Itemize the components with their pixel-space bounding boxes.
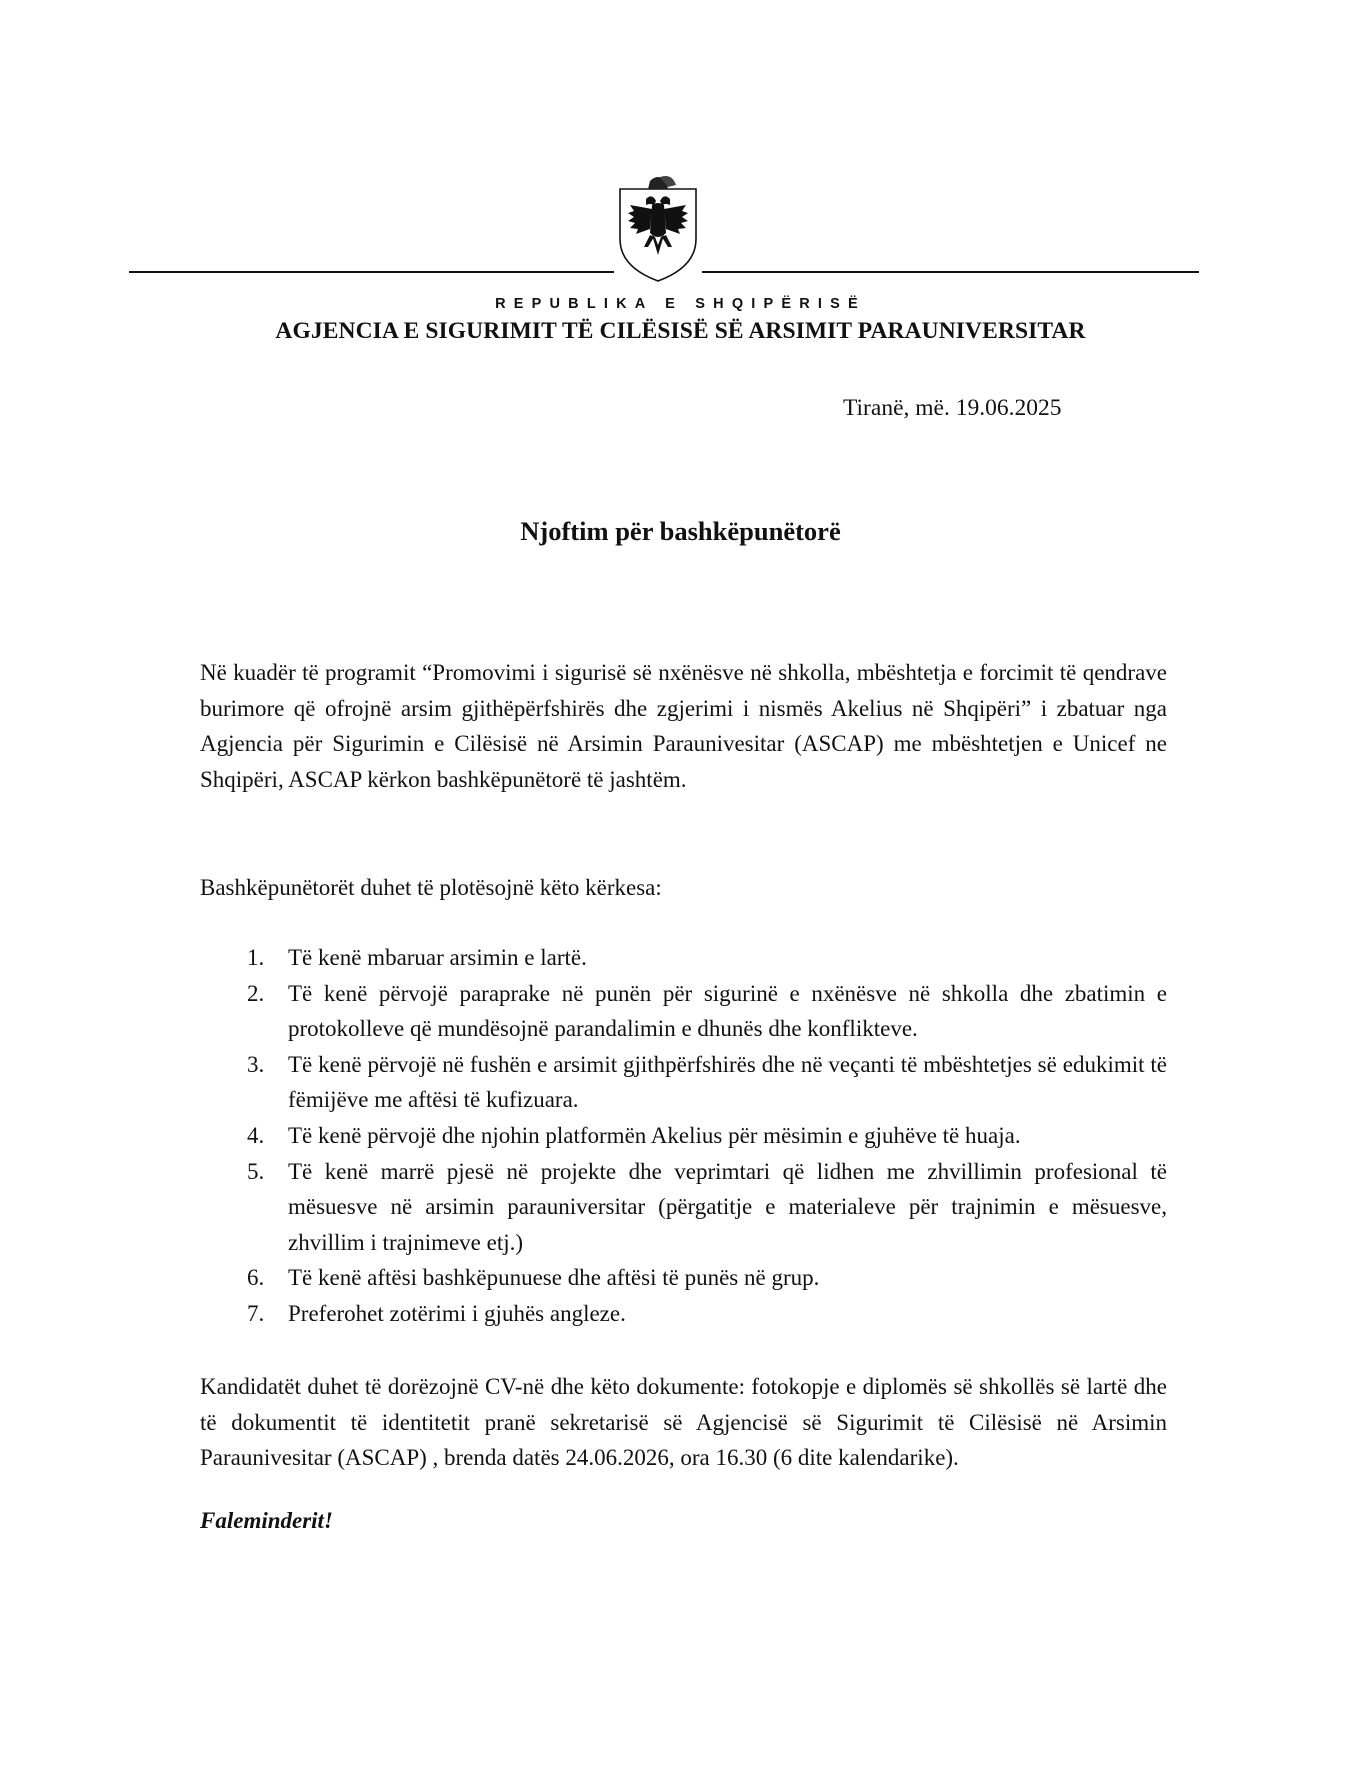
list-item bbox=[200, 1260, 1167, 1296]
header-rule-left bbox=[129, 271, 614, 273]
list-item-number: 2. bbox=[247, 980, 265, 1006]
coat-of-arms-icon bbox=[616, 175, 700, 285]
closing-paragraph: Kandidatët duhet të dorëzojnë CV-në dhe këto dokumente: fotokopje e diplomës së shkollës së lartë dhe të dokumentit të identitetit pranë sekretarisë së Agjencisë së Sigurimit të Cilësisë në Arsimin Paraunivesitar (ASCAP) , brenda datës 24.06.2026, ora 16.30 (6 dite kalendarike). bbox=[200, 1374, 1167, 1471]
requirements-intro: Bashkëpunëtorët duhet të plotësojnë këto kërkesa: bbox=[200, 875, 662, 900]
list-item-number: 1. bbox=[247, 945, 265, 970]
agency-name: AGJENCIA E SIGURIMIT TË CILËSISË SË ARSIMIT PARAUNIVERSITAR bbox=[275, 318, 1086, 344]
list-item bbox=[200, 1118, 1167, 1154]
list-item-number: 6. bbox=[247, 1265, 265, 1291]
list-item bbox=[200, 1154, 1167, 1261]
signoff: Faleminderit! bbox=[200, 1508, 333, 1533]
list-item bbox=[200, 1047, 1167, 1118]
list-item-number: 5. bbox=[247, 1158, 265, 1184]
list-item-number: 7. bbox=[247, 1300, 265, 1326]
list-item-text: Preferohet zotërimi i gjuhës angleze. bbox=[288, 1300, 626, 1326]
list-item-text: Të kenë marrë pjesë në projekte dhe veprimtari që lidhen me zhvillimin profesional të mësuesve në arsimin parauniversitar (përgatitje e materialeve për trajnimin e mësuesve, zhvillim i trajnimeve etj.) bbox=[288, 1158, 1167, 1255]
date-line: Tiranë, më. 19.06.2025 bbox=[843, 395, 1062, 421]
list-item-text: Të kenë aftësi bashkëpunuese dhe aftësi të punës në grup. bbox=[288, 1265, 820, 1291]
country-name: REPUBLIKA E SHQIPËRISË bbox=[495, 296, 866, 312]
list-item-text: Të kenë përvojë dhe njohin platformën Akelius për mësimin e gjuhëve të huaja. bbox=[288, 1122, 1021, 1148]
list-item bbox=[200, 976, 1167, 1047]
list-item-number: 4. bbox=[247, 1122, 265, 1148]
list-item bbox=[200, 1296, 1167, 1332]
list-item-number: 3. bbox=[247, 1051, 265, 1077]
list-item bbox=[200, 940, 1167, 976]
requirements-list bbox=[200, 940, 1167, 1332]
list-item-text: Të kenë përvojë në fushën e arsimit gjithpërfshirës dhe në veçanti të mbështetjes së edukimit të fëmijëve me aftësi të kufizuara. bbox=[288, 1051, 1167, 1113]
document-title: Njoftim për bashkëpunëtorë bbox=[520, 516, 841, 546]
header-rule-right bbox=[702, 271, 1199, 273]
list-item-text: Të kenë përvojë paraprake në punën për sigurinë e nxënësve në shkolla dhe zbatimin e protokolleve që mundësojnë parandalimin e dhunës dhe konflikteve. bbox=[288, 980, 1167, 1042]
intro-paragraph: Në kuadër të programit “Promovimi i sigurisë së nxënësve në shkolla, mbështetja e forcimit të qendrave burimore që ofrojnë arsim gjithëpërfshirës dhe zgjerimi i nismës Akelius në Shqipëri” i zbatuar nga Agjencia për Sigurimin e Cilësisë në Arsimin Paraunivesitar (ASCAP) me mbështetjen e Unicef ne Shqipëri, ASCAP kërkon bashkëpunëtorë të jashtëm. bbox=[200, 660, 1167, 792]
list-item-text: Të kenë mbaruar arsimin e lartë. bbox=[288, 945, 587, 970]
